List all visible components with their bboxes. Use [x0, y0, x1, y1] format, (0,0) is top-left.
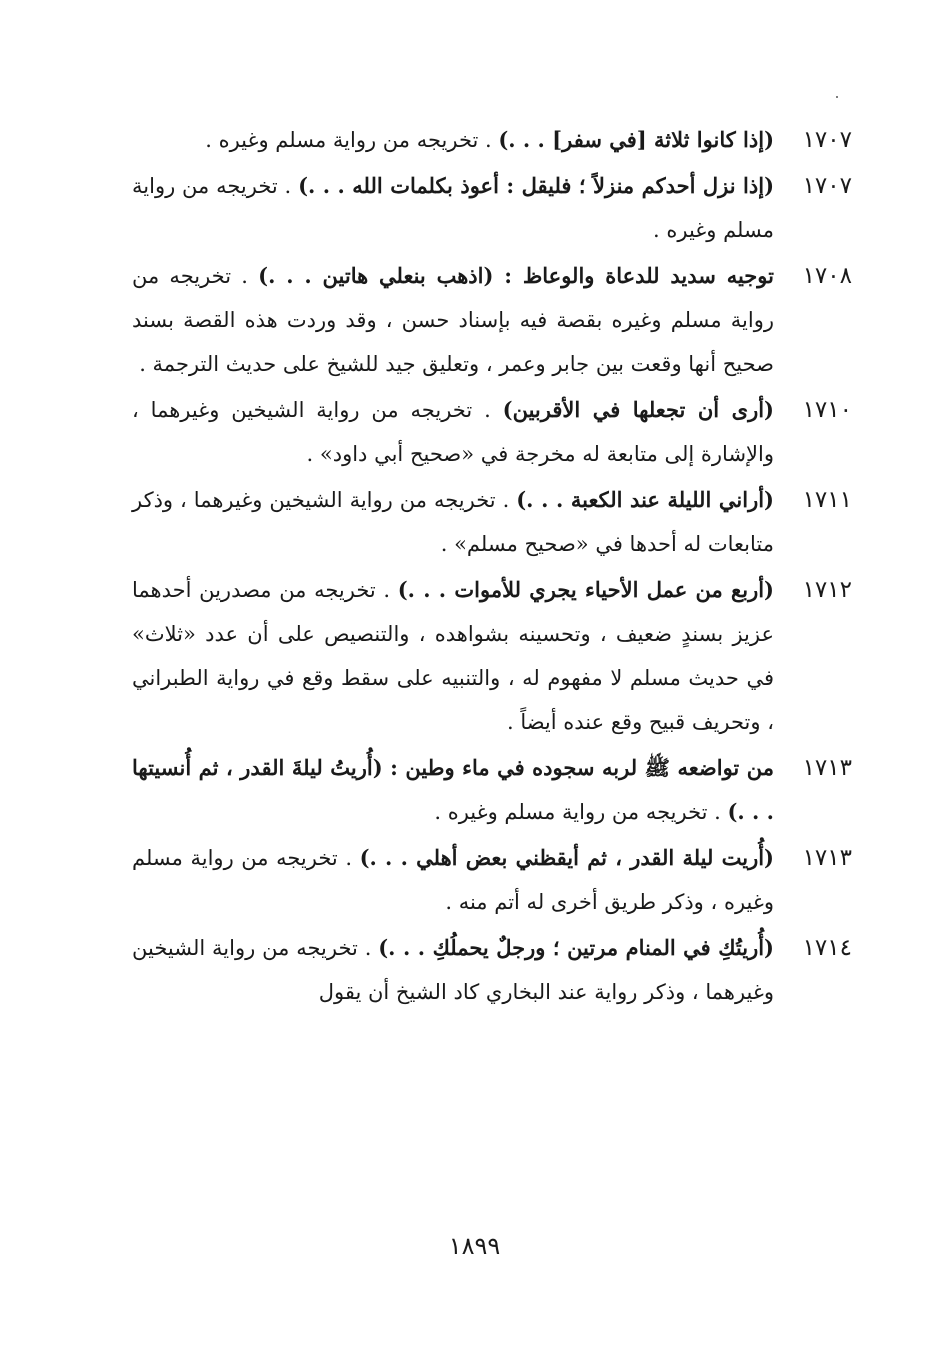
entry-number: ١٧١٤ — [802, 935, 852, 961]
entry-heading: (إذا كانوا ثلاثة [في سفر] . . .) — [498, 127, 774, 152]
entry-heading: من تواضعه ﷺ لربه سجوده في ماء وطين : (أُريتُ ليلةَ القدر ، ثم أُنسيتها . . .) — [132, 755, 774, 824]
entry-body: . تخريجه من رواية مسلم وغيره . — [434, 800, 728, 824]
entry-text — [132, 746, 774, 834]
entry-text — [132, 254, 774, 386]
entry-number: ١٧١٠ — [802, 397, 852, 423]
corner-dot — [836, 96, 838, 98]
entry-heading: (أربع من عمل الأحياء يجري للأموات . . .) — [397, 577, 774, 602]
entry-heading: (أراني الليلة عند الكعبة . . .) — [516, 487, 774, 512]
index-entry — [132, 836, 852, 924]
entry-number: ١٧٠٨ — [802, 263, 852, 289]
entry-text — [132, 478, 774, 566]
entry-body: . تخريجه من رواية الشيخين وغيرهما ، وذكر متابعات له أحدها في «صحيح مسلم» . — [132, 488, 774, 556]
index-entry — [132, 388, 852, 476]
entry-body: . تخريجه من رواية الشيخين وغيرهما ، وذكر رواية عند البخاري كاد الشيخ أن يقول — [132, 936, 774, 1004]
index-entry — [132, 254, 852, 386]
entry-body: . تخريجه من مصدرين أحدهما عزيز بسندٍ ضعيف ، وتحسينه بشواهده ، والتنصيص على أن عدد «ثلاث» في حديث مسلم لا مفهوم له ، والتنبيه على سقط وقع في رواية الطبراني ، وتحريف قبيح وقع عنده أيضاً . — [132, 578, 774, 734]
index-entry — [132, 164, 852, 252]
index-entries — [132, 118, 852, 1016]
index-entry — [132, 568, 852, 744]
entry-body: . تخريجه من رواية مسلم وغيره بقصة فيه بإسناد حسن ، وقد وردت هذه القصة بسند صحيح أنها وقعت بين جابر وعمر ، وتعليق جيد للشيخ على حديث الترجمة . — [132, 264, 774, 376]
entry-body: . تخريجه من رواية الشيخين وغيرهما ، والإشارة إلى متابعة له مخرجة في «صحيح أبي داود» . — [132, 398, 774, 466]
entry-body: . تخريجه من رواية مسلم وغيره . — [205, 128, 499, 152]
entry-number: ١٧١١ — [802, 487, 852, 513]
entry-heading: (أُريتُكِ في المنام مرتين ؛ ورجلٌ يحملُكِ . . .) — [378, 935, 774, 960]
index-entry — [132, 478, 852, 566]
entry-text — [132, 568, 774, 744]
entry-number: ١٧١٢ — [802, 577, 852, 603]
entry-number: ١٧١٣ — [802, 845, 852, 871]
index-entry — [132, 118, 852, 162]
entry-body: . تخريجه من رواية مسلم وغيره . — [132, 174, 774, 242]
entry-heading: (أُريت ليلة القدر ، ثم أيقظني بعض أهلي . . .) — [359, 845, 774, 870]
index-entry — [132, 926, 852, 1014]
entry-text — [132, 118, 774, 162]
entry-heading: توجيه سديد للدعاة والوعاظ : (اذهب بنعلي هاتين . . .) — [258, 263, 774, 288]
entry-body: . تخريجه من رواية مسلم وغيره ، وذكر طريق أخرى له أتم منه . — [132, 846, 774, 914]
entry-number: ١٧٠٧ — [802, 173, 852, 199]
entry-text — [132, 164, 774, 252]
entry-heading: (إذا نزل أحدكم منزلاً ؛ فليقل : أعوذ بكلمات الله . . .) — [298, 173, 774, 198]
entry-number: ١٧٠٧ — [802, 127, 852, 153]
entry-heading: (أرى أن تجعلها في الأقربين) — [502, 397, 774, 422]
page-number: ١٨٩٩ — [448, 1232, 501, 1260]
entry-number: ١٧١٣ — [802, 755, 852, 781]
index-entry — [132, 746, 852, 834]
entry-text — [132, 926, 774, 1014]
entry-text — [132, 836, 774, 924]
entry-text — [132, 388, 774, 476]
